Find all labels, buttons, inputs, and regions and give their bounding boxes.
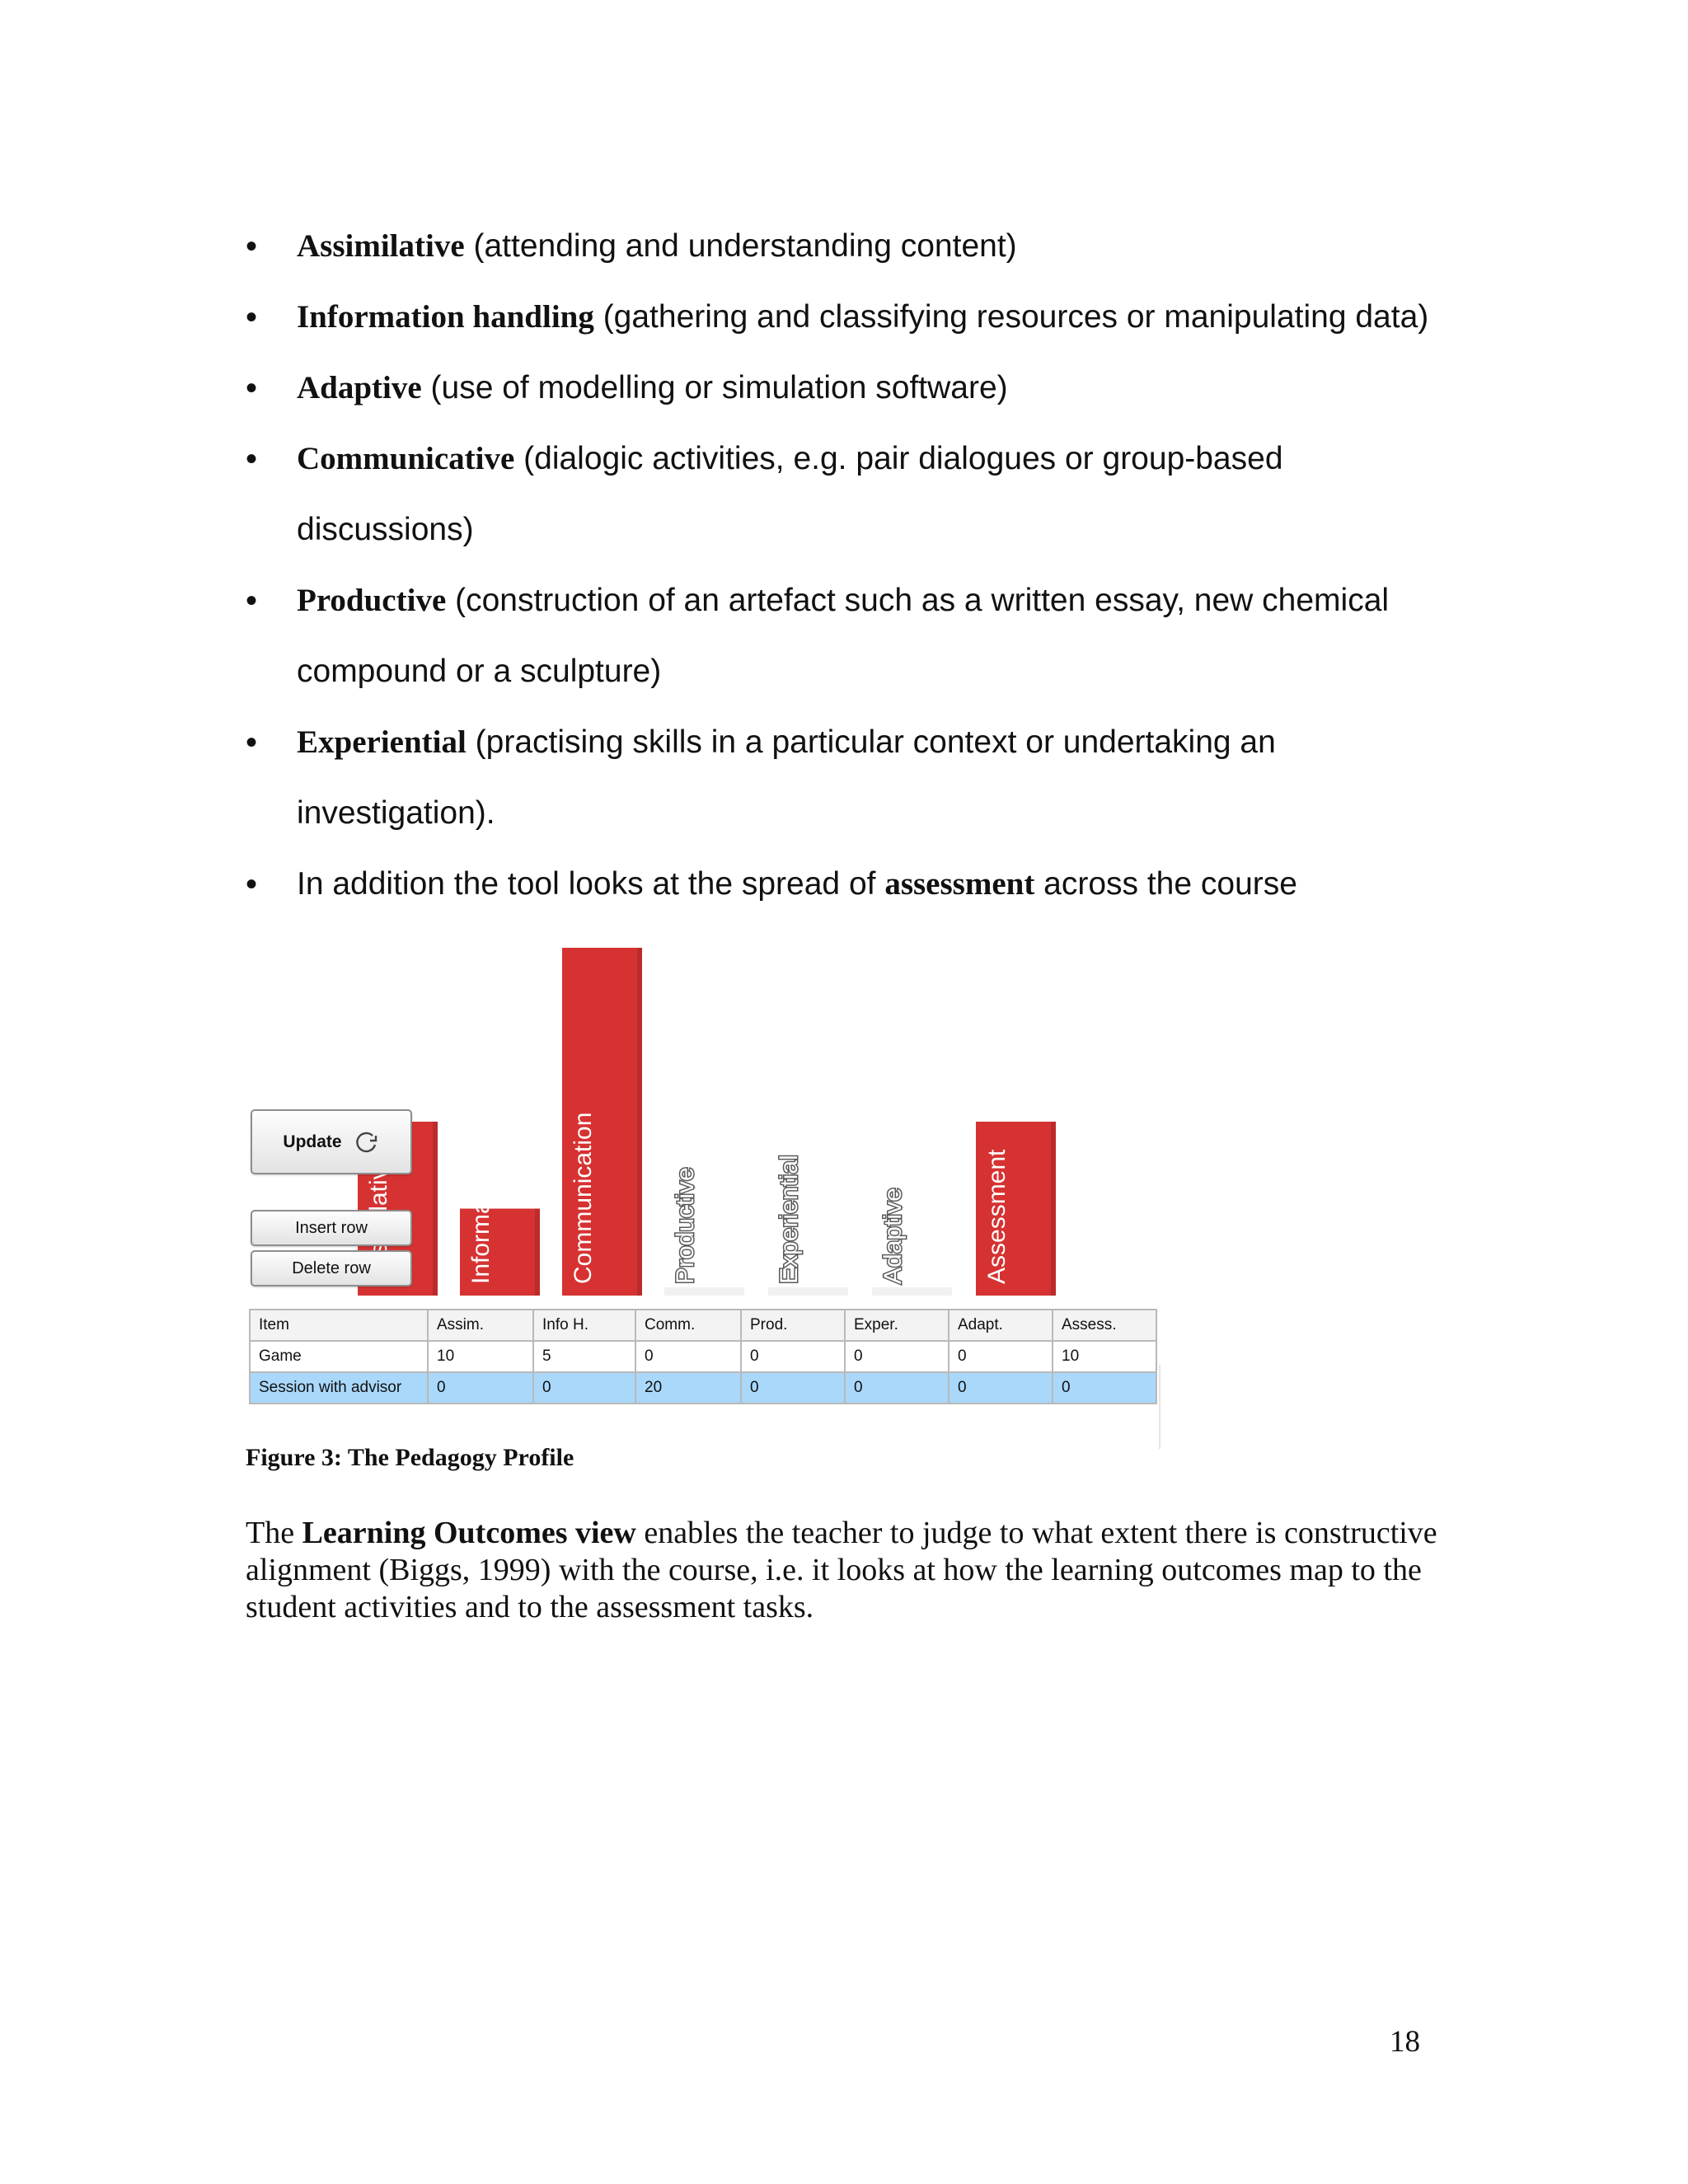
column-header[interactable]: Adapt. bbox=[949, 1310, 1053, 1341]
table-cell[interactable]: Game bbox=[250, 1341, 428, 1372]
bar-shade bbox=[1051, 1122, 1056, 1296]
bullet-item bbox=[246, 211, 1441, 282]
bar-shade bbox=[433, 1122, 438, 1296]
table-cell[interactable]: 0 bbox=[845, 1372, 949, 1404]
table-cell[interactable]: Session with advisor bbox=[250, 1372, 428, 1404]
pedagogy-profile-figure bbox=[246, 948, 1177, 1451]
table-cell[interactable]: 0 bbox=[428, 1372, 533, 1404]
paragraph-text: enables the teacher to judge to what extent there is constructive alignment (Biggs, 1999) with the course, i.e. it looks at how the learning outcomes map to the student activities and to the assessment tasks. bbox=[246, 1516, 1437, 1624]
paragraph-text: The bbox=[246, 1516, 302, 1550]
bullet-text: across the course bbox=[1034, 866, 1297, 902]
bullet-text: (gathering and classifying resources or manipulating data) bbox=[593, 299, 1429, 335]
bullet-text: (practising skills in a particular context or undertaking an investigation). bbox=[297, 724, 1276, 831]
update-button-label: Update bbox=[283, 1132, 342, 1151]
bar-label: Adaptive bbox=[879, 1188, 907, 1284]
bar-productive bbox=[664, 1287, 744, 1296]
table-cell[interactable]: 5 bbox=[533, 1341, 635, 1372]
table-cell[interactable]: 0 bbox=[533, 1372, 635, 1404]
bullet-text: (attending and understanding content) bbox=[464, 228, 1017, 264]
figure-caption: Figure 3: The Pedagogy Profile bbox=[246, 1444, 574, 1471]
table-cell[interactable]: 20 bbox=[635, 1372, 741, 1404]
table-header-row bbox=[250, 1310, 1156, 1341]
pedagogy-table bbox=[249, 1309, 1157, 1404]
bullet-item bbox=[246, 424, 1441, 565]
bar-shade bbox=[535, 1209, 540, 1296]
refresh-icon bbox=[354, 1129, 380, 1155]
column-header[interactable]: Exper. bbox=[845, 1310, 949, 1341]
bar-label: Information Handling bbox=[467, 1056, 495, 1284]
column-header[interactable]: Info H. bbox=[533, 1310, 635, 1341]
table-row-selected[interactable] bbox=[250, 1372, 1156, 1404]
bar-label: Experiential bbox=[776, 1155, 803, 1284]
bar-label: Assessment bbox=[983, 1149, 1010, 1284]
bar-shade bbox=[637, 948, 642, 1296]
column-header[interactable]: Comm. bbox=[635, 1310, 741, 1341]
bar-label: Productive bbox=[672, 1167, 699, 1284]
table-cell[interactable]: 0 bbox=[741, 1372, 845, 1404]
table-cell[interactable]: 0 bbox=[949, 1341, 1053, 1372]
bullet-text: (use of modelling or simulation software) bbox=[421, 370, 1008, 405]
bullet-item bbox=[246, 282, 1441, 353]
bullet-text: In addition the tool looks at the spread of bbox=[297, 866, 885, 902]
body-paragraph bbox=[246, 1515, 1449, 1626]
column-header[interactable]: Prod. bbox=[741, 1310, 845, 1341]
column-header[interactable]: Assess. bbox=[1053, 1310, 1156, 1341]
bullet-item-assessment bbox=[246, 849, 1441, 920]
table-edge bbox=[1159, 1365, 1160, 1449]
table-row[interactable] bbox=[250, 1341, 1156, 1372]
insert-row-label: Insert row bbox=[295, 1218, 368, 1237]
bullet-text: (construction of an artefact such as a written essay, new chemical compound or a sculpture) bbox=[297, 583, 1390, 689]
table-cell[interactable]: 0 bbox=[1053, 1372, 1156, 1404]
insert-row-button[interactable] bbox=[251, 1210, 412, 1246]
bullet-item bbox=[246, 565, 1441, 707]
table-cell[interactable]: 0 bbox=[741, 1341, 845, 1372]
bar-experiential bbox=[768, 1287, 848, 1296]
bullet-term: Experiential bbox=[297, 724, 467, 760]
bullet-item bbox=[246, 353, 1441, 424]
column-header[interactable]: Item bbox=[250, 1310, 428, 1341]
table-cell[interactable]: 0 bbox=[845, 1341, 949, 1372]
bar-label: Communication bbox=[570, 1112, 597, 1284]
table-cell[interactable]: 10 bbox=[428, 1341, 533, 1372]
bullet-item bbox=[246, 707, 1441, 849]
bullet-term: assessment bbox=[884, 866, 1035, 902]
paragraph-bold: Learning Outcomes view bbox=[302, 1516, 636, 1550]
table-cell[interactable]: 0 bbox=[949, 1372, 1053, 1404]
bar-adaptive bbox=[872, 1287, 952, 1296]
bullet-term: Assimilative bbox=[297, 228, 465, 264]
column-header[interactable]: Assim. bbox=[428, 1310, 533, 1341]
bullet-term: Communicative bbox=[297, 441, 515, 476]
bullet-list bbox=[246, 211, 1441, 920]
bullet-term: Productive bbox=[297, 583, 447, 618]
table-cell[interactable]: 0 bbox=[635, 1341, 741, 1372]
bullet-term: Adaptive bbox=[297, 370, 422, 405]
delete-row-label: Delete row bbox=[292, 1258, 371, 1277]
update-button[interactable] bbox=[251, 1109, 412, 1174]
table-cell[interactable]: 10 bbox=[1053, 1341, 1156, 1372]
page-number: 18 bbox=[1390, 2025, 1420, 2059]
delete-row-button[interactable] bbox=[251, 1250, 412, 1286]
bullet-text: (dialogic activities, e.g. pair dialogues or group-based discussions) bbox=[297, 441, 1283, 547]
bullet-term: Information handling bbox=[297, 299, 594, 335]
